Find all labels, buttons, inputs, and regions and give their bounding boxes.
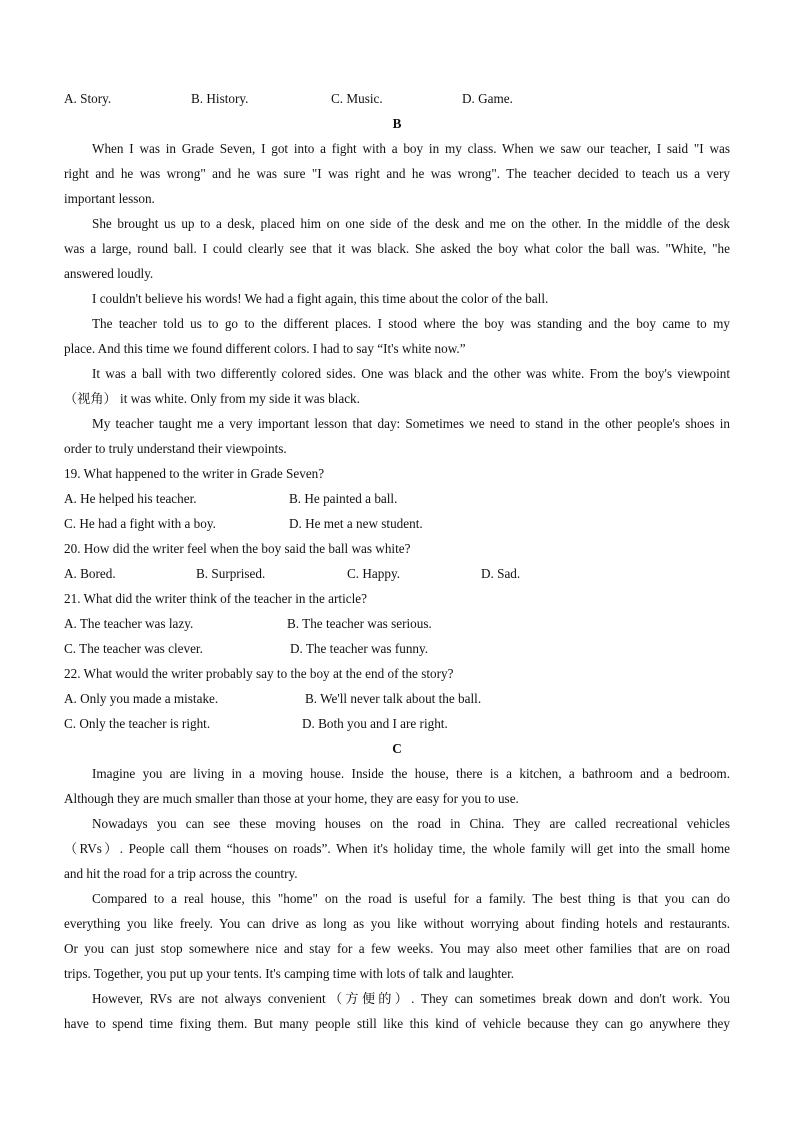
passage-b-line: was a large, round ball. I could clearly see that it was black. She asked the boy what color the ball was. "White, "he: [64, 241, 730, 256]
answer-option: D. The teacher was funny.: [290, 641, 429, 656]
passage-b-line: When I was in Grade Seven, I got into a fight with a boy in my class. When we saw our teacher, I said "I was: [92, 141, 730, 156]
passage-b-line: order to truly understand their viewpoints.: [64, 441, 287, 456]
passage-c-line: Imagine you are living in a moving house. Inside the house, there is a kitchen, a bathroom and a bedroom.: [92, 766, 730, 781]
passage-c-line: and hit the road for a trip across the country.: [64, 866, 298, 881]
answer-option: C. The teacher was clever.: [64, 641, 203, 656]
passage-c-line: have to spend time fixing them. But many people still like this kind of vehicle because they can go anywhere they: [64, 1016, 730, 1031]
question-stem: 21. What did the writer think of the teacher in the article?: [64, 591, 367, 606]
passage-b-line: It was a ball with two differently colored sides. One was black and the other was white. From the boy's viewpoint: [92, 366, 730, 381]
answer-option: D. Both you and I are right.: [302, 716, 448, 731]
option-d: D. Game.: [462, 91, 513, 106]
answer-option: A. He helped his teacher.: [64, 491, 197, 506]
answer-option: A. Only you made a mistake.: [64, 691, 219, 706]
answer-option: D. Sad.: [481, 566, 521, 581]
passage-c-line: （RVs）. People call them “houses on roads”. When it's holiday time, the whole family will get into the small home: [64, 841, 730, 856]
question-stem: 22. What would the writer probably say to the boy at the end of the story?: [64, 666, 454, 681]
passage-c-line: trips. Together, you put up your tents. It's camping time with lots of talk and laughter.: [64, 966, 515, 981]
passage-b-line: important lesson.: [64, 191, 155, 206]
answer-option: B. We'll never talk about the ball.: [305, 691, 482, 706]
passage-b-line: right and he was wrong" and he was sure "I was right and he was wrong". The teacher decided to teach us a very: [64, 166, 730, 181]
passage-b-line: The teacher told us to go to the different places. I stood where the boy was standing and the boy came to my: [92, 316, 730, 331]
answer-option: B. The teacher was serious.: [287, 616, 432, 631]
passage-b-line: I couldn't believe his words! We had a fight again, this time about the color of the ball.: [92, 291, 549, 306]
option-b: B. History.: [191, 91, 249, 106]
answer-option: C. Happy.: [347, 566, 400, 581]
passage-b-line: （视角） it was white. Only from my side it was black.: [64, 391, 360, 406]
option-c: C. Music.: [331, 91, 383, 106]
answer-option: A. Bored.: [64, 566, 116, 581]
passage-c-line: everything you like freely. You can drive as long as you like without worrying about finding hotels and restaurants.: [64, 916, 730, 931]
passage-c-line: However, RVs are not always convenient（方便的）. They can sometimes break down and don't work. You: [92, 991, 730, 1006]
passage-b-line: My teacher taught me a very important lesson that day: Sometimes we need to stand in the other people's shoes in: [92, 416, 730, 431]
question-stem: 19. What happened to the writer in Grade Seven?: [64, 466, 325, 481]
passage-c-line: Although they are much smaller than those at your home, they are easy for you to use.: [64, 791, 519, 806]
option-a: A. Story.: [64, 91, 112, 106]
section-b-heading: B: [392, 116, 402, 131]
passage-b-line: She brought us up to a desk, placed him on one side of the desk and me on the other. In the middle of the desk: [92, 216, 730, 231]
answer-option: A. The teacher was lazy.: [64, 616, 194, 631]
passage-b-line: answered loudly.: [64, 266, 154, 281]
section-c-heading: C: [392, 741, 402, 756]
answer-option: C. He had a fight with a boy.: [64, 516, 216, 531]
passage-c-line: Or you can just stop somewhere nice and stay for a few weeks. You may also meet other families that are on road: [64, 941, 730, 956]
answer-option: B. He painted a ball.: [289, 491, 398, 506]
question-stem: 20. How did the writer feel when the boy said the ball was white?: [64, 541, 411, 556]
passage-c-line: Nowadays you can see these moving houses on the road in China. They are called recreational vehicles: [92, 816, 730, 831]
answer-option: D. He met a new student.: [289, 516, 423, 531]
passage-c-line: Compared to a real house, this "home" on the road is useful for a family. The best thing is that you can do: [92, 891, 730, 906]
answer-option: B. Surprised.: [196, 566, 266, 581]
passage-b-line: place. And this time we found different colors. I had to say “It's white now.”: [64, 341, 466, 356]
answer-option: C. Only the teacher is right.: [64, 716, 211, 731]
